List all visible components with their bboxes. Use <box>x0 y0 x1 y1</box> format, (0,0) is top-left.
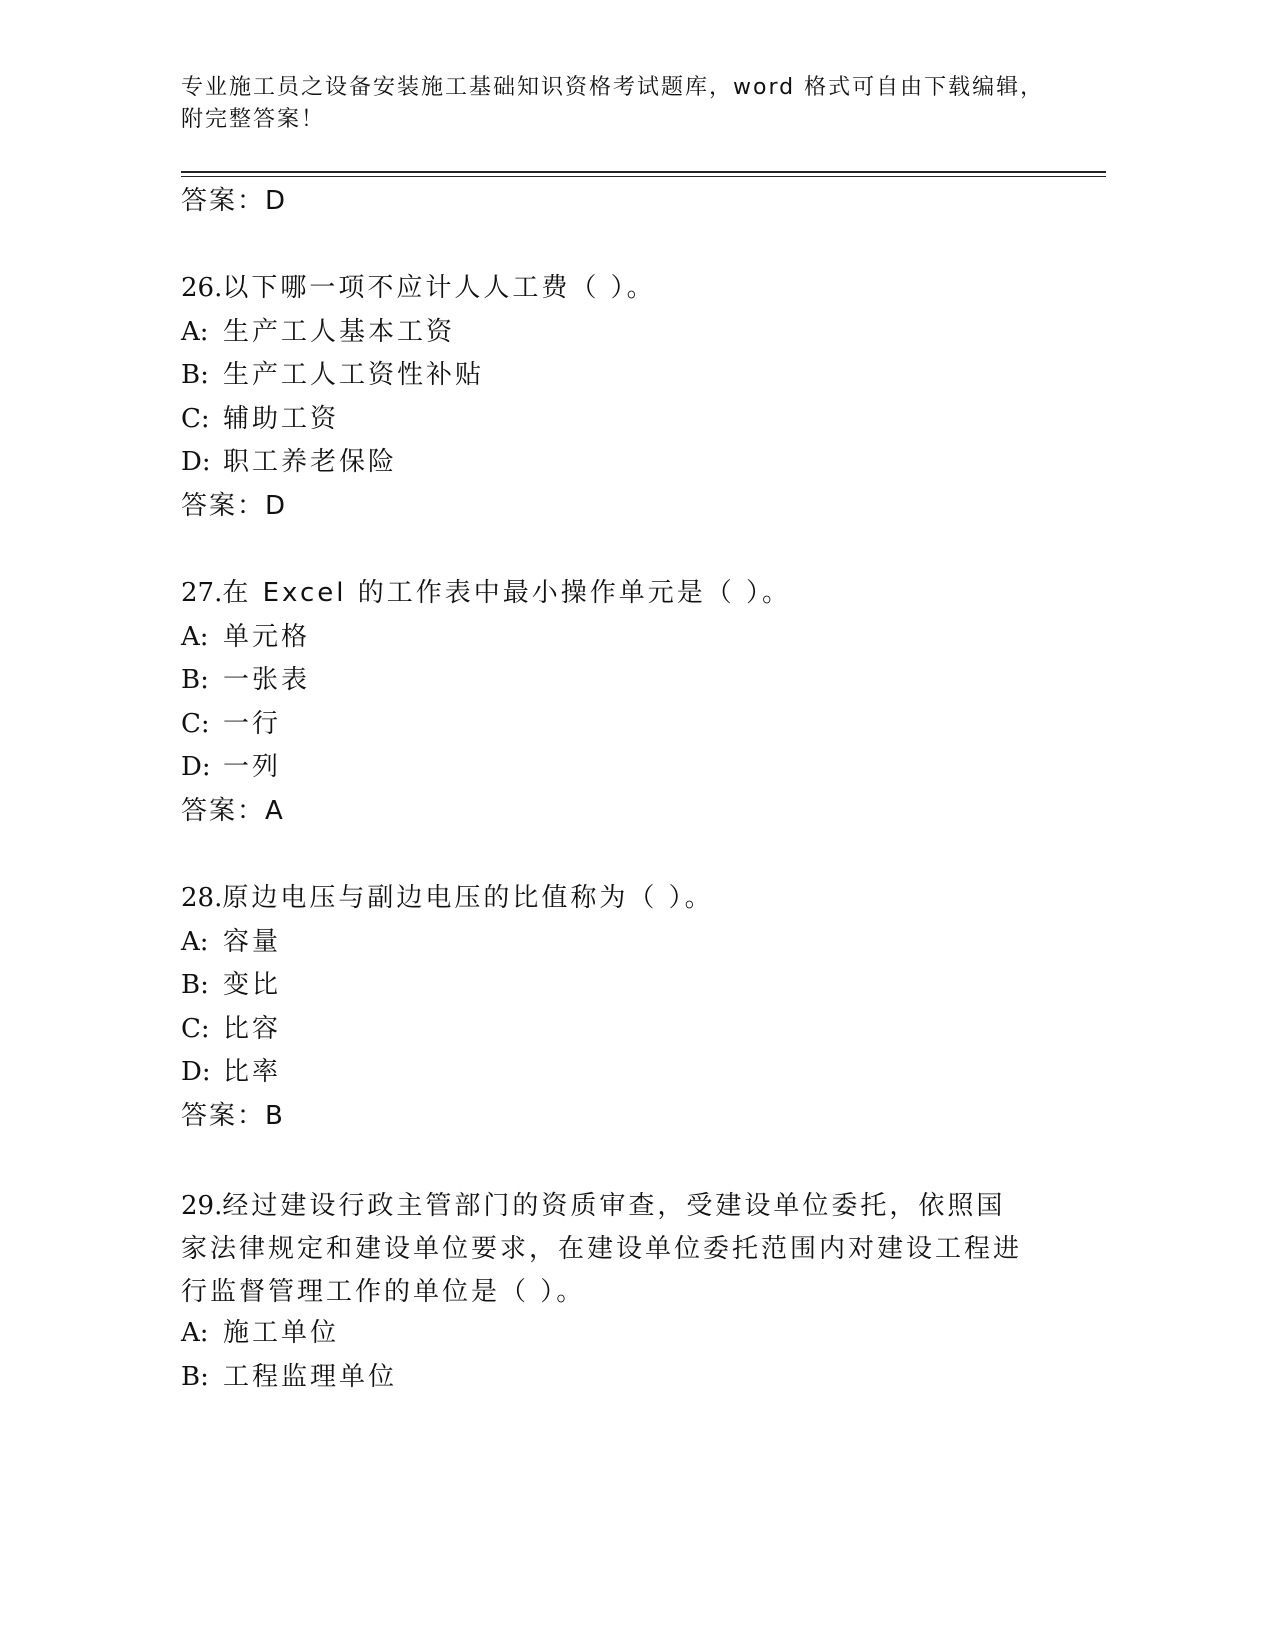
option-item <box>181 402 339 436</box>
option-item <box>181 925 281 959</box>
option-item <box>181 1055 281 1089</box>
option-letter: A: <box>181 927 209 957</box>
option-text: 容量 <box>223 927 282 957</box>
option-item <box>181 1360 397 1394</box>
question-stem <box>181 1185 1031 1314</box>
option-text: 一张表 <box>223 665 311 695</box>
question-number: 29. <box>181 1191 223 1221</box>
header-rule-thin <box>181 176 1106 177</box>
option-text: 辅助工资 <box>223 404 340 434</box>
option-letter: A: <box>181 317 209 347</box>
option-item <box>181 750 281 784</box>
question-number: 26. <box>181 273 223 303</box>
option-item <box>181 1316 339 1350</box>
answer-label: 答案： <box>181 186 266 216</box>
option-item <box>181 315 455 349</box>
answer-line <box>181 1099 285 1133</box>
question-number: 27. <box>181 578 223 608</box>
answer-line <box>181 489 287 523</box>
question-stem <box>181 881 714 915</box>
question-stem <box>181 271 656 305</box>
answer-line <box>181 184 287 218</box>
question-stem <box>181 576 791 610</box>
answer-line <box>181 794 285 828</box>
option-text: 施工单位 <box>223 1318 340 1348</box>
option-letter: C: <box>181 1014 210 1044</box>
option-text: 生产工人工资性补贴 <box>223 360 485 390</box>
option-item <box>181 1012 281 1046</box>
option-letter: C: <box>181 709 210 739</box>
option-item <box>181 707 281 741</box>
answer-value: B <box>265 1101 285 1131</box>
answer-label: 答案： <box>181 491 266 521</box>
answer-label: 答案： <box>181 796 266 826</box>
option-letter: B: <box>181 970 209 1000</box>
option-text: 单元格 <box>223 622 311 652</box>
option-item <box>181 620 310 654</box>
option-letter: D: <box>181 447 211 477</box>
document-header: 专业施工员之设备安装施工基础知识资格考试题库，word 格式可自由下载编辑，附完整答案！ <box>181 75 1045 132</box>
answer-label: 答案： <box>181 1101 266 1131</box>
option-text: 比率 <box>223 1057 282 1087</box>
option-item <box>181 968 281 1002</box>
option-item <box>181 358 484 392</box>
option-item <box>181 445 397 479</box>
answer-value: D <box>265 491 288 521</box>
question-text: 在 Excel 的工作表中最小操作单元是（ ）。 <box>222 578 792 608</box>
option-letter: A: <box>181 622 209 652</box>
option-text: 一列 <box>223 752 282 782</box>
option-letter: D: <box>181 1057 211 1087</box>
option-text: 变比 <box>223 970 282 1000</box>
option-item <box>181 663 310 697</box>
question-number: 28. <box>181 883 223 913</box>
answer-value: A <box>265 796 285 826</box>
option-text: 工程监理单位 <box>223 1362 398 1392</box>
question-text: 以下哪一项不应计人人工费（ ）。 <box>222 273 656 303</box>
option-text: 职工养老保险 <box>223 447 398 477</box>
question-text: 经过建设行政主管部门的资质审查，受建设单位委托，依照国家法律规定和建设单位要求，在建设单位委托范围内对建设工程进行监督管理工作的单位是（ ）。 <box>181 1191 1023 1307</box>
option-text: 生产工人基本工资 <box>223 317 456 347</box>
question-text: 原边电压与副边电压的比值称为（ ）。 <box>222 883 714 913</box>
option-letter: B: <box>181 665 209 695</box>
option-letter: A: <box>181 1318 209 1348</box>
option-letter: B: <box>181 360 209 390</box>
option-letter: B: <box>181 1362 209 1392</box>
header-rule-thick <box>181 171 1106 173</box>
option-letter: C: <box>181 404 210 434</box>
option-text: 一行 <box>223 709 282 739</box>
option-text: 比容 <box>223 1014 282 1044</box>
answer-value: D <box>265 186 288 216</box>
option-letter: D: <box>181 752 211 782</box>
